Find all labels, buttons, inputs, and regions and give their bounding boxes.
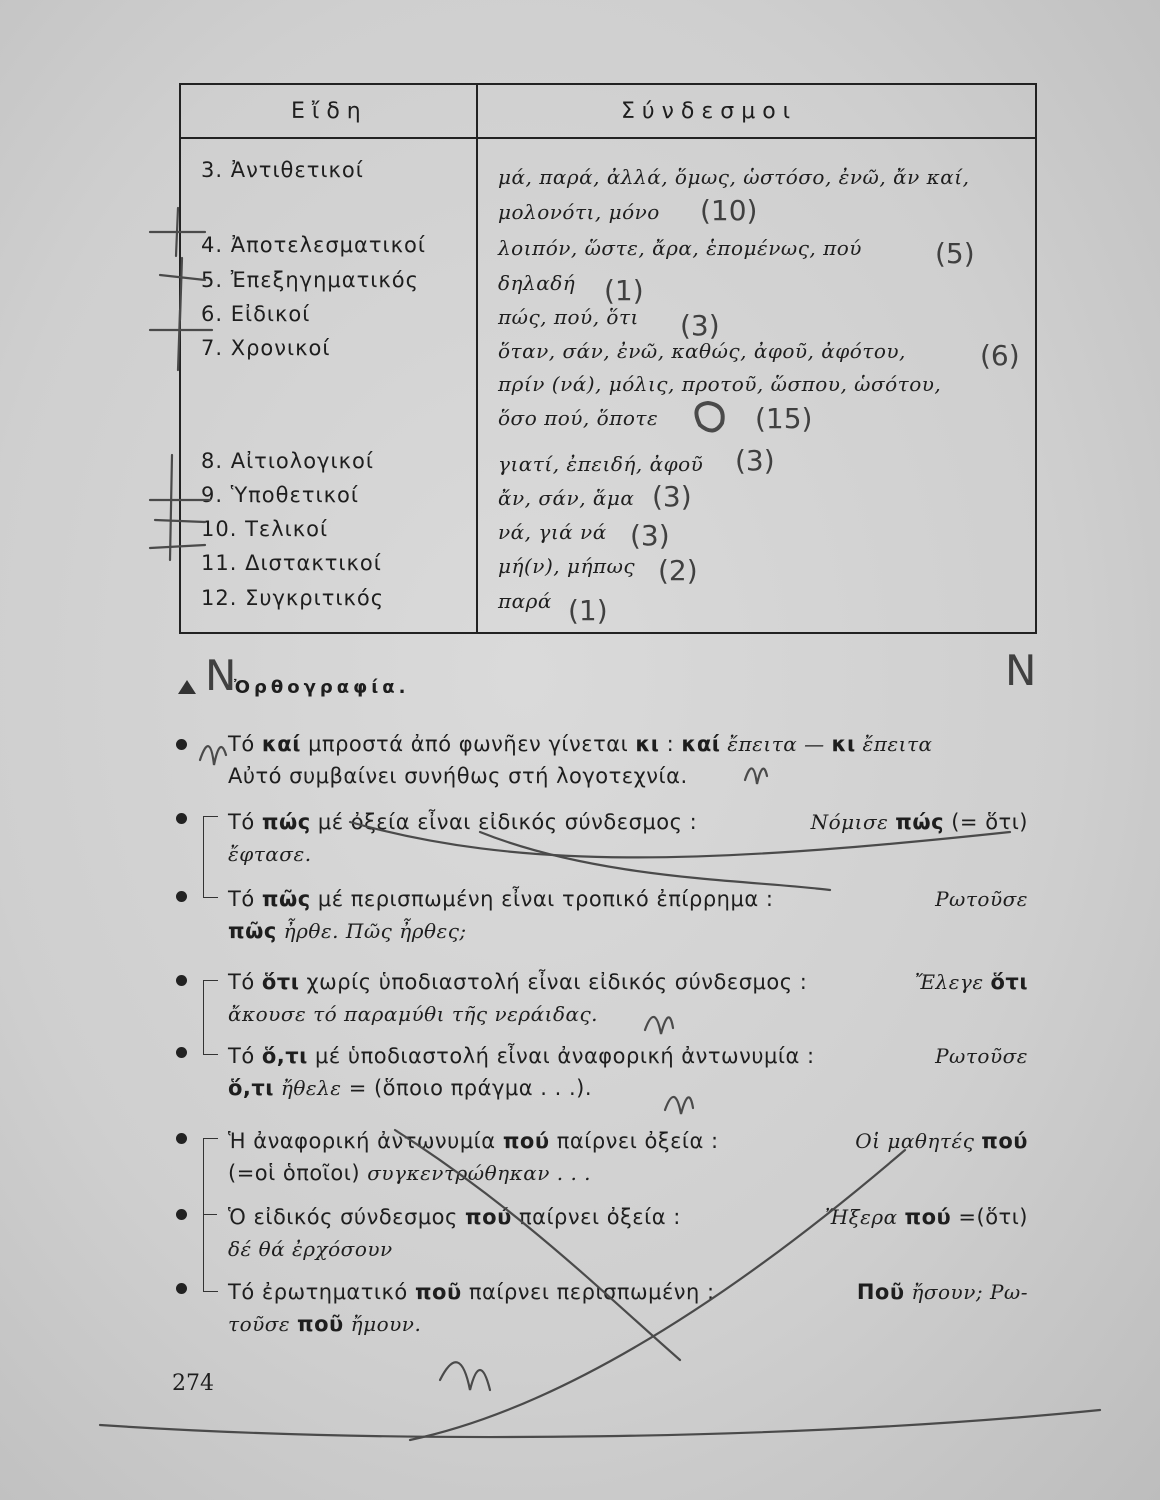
handwritten-mark: Ν <box>1005 646 1037 695</box>
conj-line: ἄν, σάν, ἅμα <box>498 486 635 510</box>
spelling-rule: Τό ἐρωτηματικό ποῦ παίρνει περισπωμένη : Ποῦ ἤσουν; Ρω- τοῦσε ποῦ ἤμουν. <box>228 1280 1028 1336</box>
page-number: 274 <box>172 1371 214 1396</box>
triangle-icon <box>178 680 196 694</box>
handwritten-count: (5) <box>935 237 975 270</box>
table-column-divider <box>476 85 478 632</box>
kind-cell: 10. Τελικοί <box>201 517 329 541</box>
handwritten-count: (15) <box>755 402 813 435</box>
conj-line: παρά <box>498 589 552 613</box>
bullet-icon <box>176 891 187 902</box>
table-header-divider <box>181 137 1035 139</box>
bullet-icon <box>176 739 187 750</box>
bullet-icon <box>176 1283 187 1294</box>
conj-line: νά, γιά νά <box>498 520 607 544</box>
conj-line: μή(ν), μήπως <box>498 554 636 578</box>
kind-cell: 12. Συγκριτικός <box>201 586 385 610</box>
handwritten-count: (3) <box>652 480 692 513</box>
spelling-rule: Ὁ εἰδικός σύνδεσμος πού παίρνει ὀξεία : Ἤξερα πού =(ὅτι) δέ θά ἐρχόσουν <box>228 1205 1028 1261</box>
spelling-rule: Ἡ ἀναφορική ἀντωνυμία πού παίρνει ὀξεία : Οἱ μαθητές πού (=οἱ ὁποῖοι) συγκεντρώθηκαν . . . <box>228 1129 1028 1185</box>
handwritten-mark: Ν <box>205 651 237 700</box>
kind-cell: 6. Εἰδικοί <box>201 302 311 326</box>
handwritten-count: (1) <box>568 594 608 627</box>
kind-cell: 8. Αἰτιολογικοί <box>201 449 374 473</box>
conj-line: πώς, πού, ὅτι <box>498 305 639 329</box>
conj-line: μολονότι, μόνο <box>498 200 660 224</box>
cross-stroke <box>100 1410 1100 1437</box>
handwritten-count: (3) <box>680 309 720 342</box>
conj-line: γιατί, ἐπειδή, ἀφοῦ <box>498 452 704 476</box>
bracket <box>203 816 218 898</box>
check-mark <box>440 1362 490 1390</box>
section-title <box>178 677 409 698</box>
spelling-rule: Τό ὅτι χωρίς ὑποδιαστολή εἶναι εἰδικός σύνδεσμος : Ἔλεγε ὅτι ἄκουσε τό παραμύθι τῆς νεράιδας. <box>228 970 1028 1026</box>
bullet-icon <box>176 975 187 986</box>
header-conjunctions: Σύνδεσμοι <box>621 99 798 124</box>
conj-line: λοιπόν, ὥστε, ἄρα, ἑπομένως, πού <box>498 236 862 260</box>
bracket <box>203 1138 218 1292</box>
spelling-rule: Τό πώς μέ ὀξεία εἶναι εἰδικός σύνδεσμος : Νόμισε πώς (= ὅτι) ἔφτασε. <box>228 810 1028 866</box>
handwritten-count: (1) <box>604 274 644 307</box>
conjunctions-table <box>179 83 1037 634</box>
handwritten-count: (2) <box>658 554 698 587</box>
conj-line: δηλαδή <box>498 271 576 295</box>
handwritten-count: (10) <box>700 194 758 227</box>
kind-cell: 4. Ἀποτελεσματικοί <box>201 233 426 257</box>
kind-cell: 3. Ἀντιθετικοί <box>201 158 364 182</box>
kind-cell: 11. Διστακτικοί <box>201 551 382 575</box>
bullet-icon <box>176 1047 187 1058</box>
bullet-icon <box>176 813 187 824</box>
conj-line: πρίν (νά), μόλις, προτοῦ, ὥσπου, ὡσότου, <box>498 372 942 396</box>
conj-line: μά, παρά, ἀλλά, ὅμως, ὡστόσο, ἐνῶ, ἄν καί, <box>498 165 970 189</box>
kind-cell: 7. Χρονικοί <box>201 336 331 360</box>
conj-line: ὅσο πού, ὅποτε <box>498 406 659 430</box>
bracket <box>203 980 218 1055</box>
spelling-rule: Τό ὅ,τι μέ ὑποδιαστολή εἶναι ἀναφορική ἀντωνυμία : Ρωτοῦσε ὅ,τι ἤθελε = (ὅποιο πράγμα . . .). <box>228 1044 1028 1100</box>
header-kinds: Εἴδη <box>291 99 368 124</box>
kind-cell: 9. Ὑποθετικοί <box>201 483 359 507</box>
handwritten-count: (3) <box>735 444 775 477</box>
handwritten-count: (3) <box>630 519 670 552</box>
kind-cell: 5. Ἐπεξηγηματικός <box>201 268 419 292</box>
handwritten-count: (6) <box>980 339 1020 372</box>
check-mark <box>200 746 226 765</box>
bullet-icon <box>176 1133 187 1144</box>
spelling-rule: Τό πῶς μέ περισπωμένη εἶναι τροπικό ἐπίρρημα : Ρωτοῦσε πῶς ἦρθε. Πῶς ἦρθες; <box>228 887 1028 943</box>
section-title-text: Ὀρθογραφία. <box>234 677 410 698</box>
conj-line: ὅταν, σάν, ἐνῶ, καθώς, ἀφοῦ, ἀφότου, <box>498 339 906 363</box>
bullet-icon <box>176 1209 187 1220</box>
spelling-rule: Τό καί μπροστά ἀπό φωνῆεν γίνεται κι : καί ἔπειτα — κι ἔπειτα Αὐτό συμβαίνει συνήθως στή λογοτεχνία. <box>228 732 933 788</box>
